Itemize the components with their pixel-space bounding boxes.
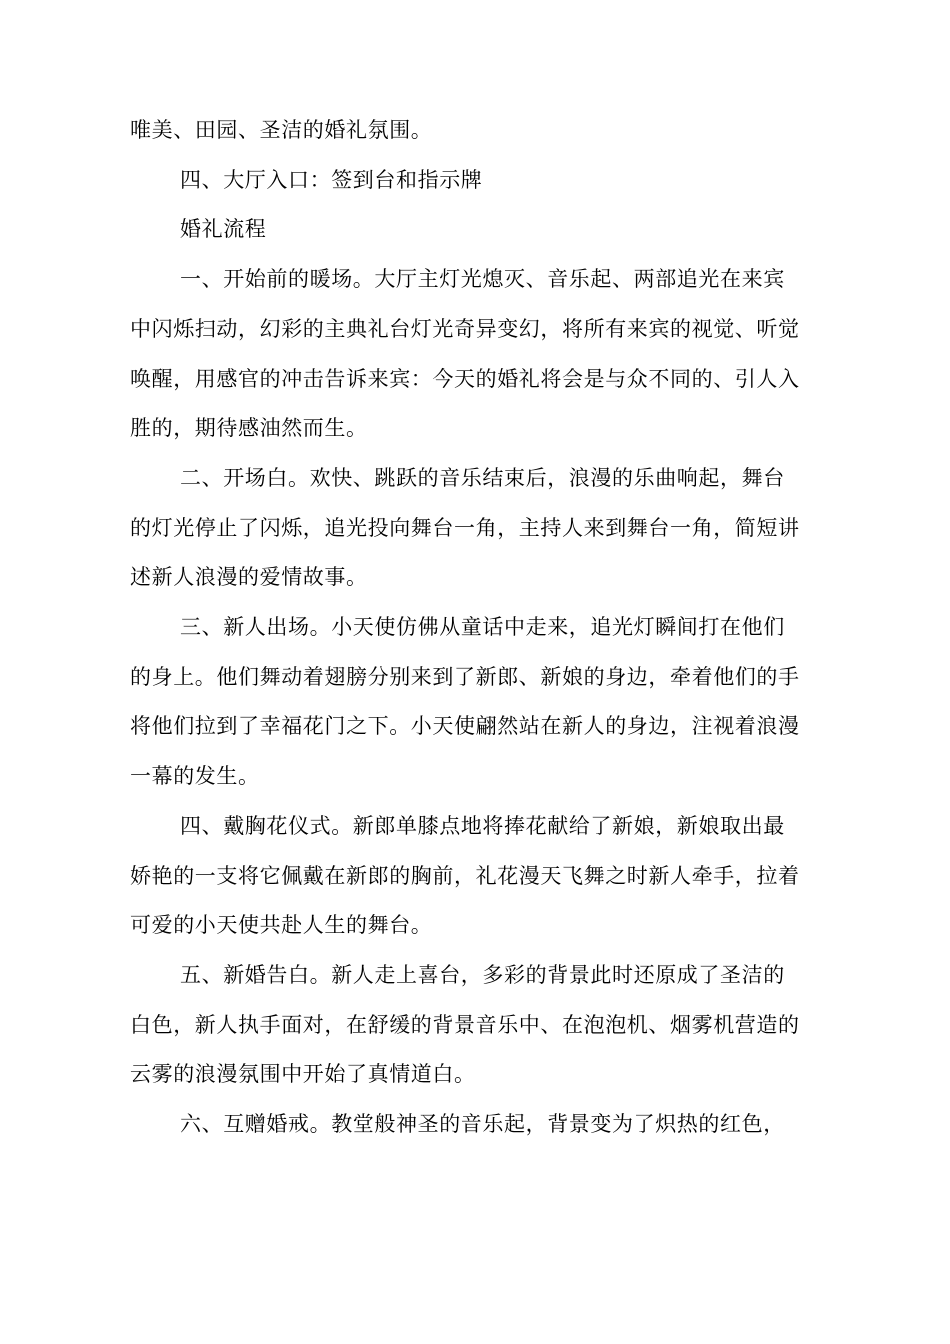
text-line: 五、新婚告白。新人走上喜台，多彩的背景此时还原成了圣洁的 [180, 963, 785, 987]
section-heading: 婚礼流程 [180, 217, 267, 241]
text-line: 白色，新人执手面对，在舒缓的背景音乐中、在泡泡机、烟雾机营造的 [130, 1013, 800, 1037]
text-line: 三、新人出场。小天使仿佛从童话中走来，追光灯瞬间打在他们 [180, 615, 785, 639]
text-line: 四、戴胸花仪式。新郎单膝点地将捧花献给了新娘，新娘取出最 [180, 814, 785, 838]
text-line: 的灯光停止了闪烁，追光投向舞台一角，主持人来到舞台一角，简短讲 [130, 516, 800, 540]
text-line: 云雾的浪漫氛围中开始了真情道白。 [130, 1062, 476, 1086]
text-line: 中闪烁扫动，幻彩的主典礼台灯光奇异变幻，将所有来宾的视觉、听觉 [130, 317, 800, 341]
text-line: 唤醒，用感官的冲击告诉来宾：今天的婚礼将会是与众不同的、引人入 [130, 367, 800, 391]
text-line: 述新人浪漫的爱情故事。 [130, 565, 368, 589]
text-line: 胜的，期待感油然而生。 [130, 416, 368, 440]
text-line: 可爱的小天使共赴人生的舞台。 [130, 913, 433, 937]
text-line: 六、互赠婚戒。教堂般神圣的音乐起，背景变为了炽热的红色， [180, 1112, 785, 1136]
text-line: 娇艳的一支将它佩戴在新郎的胸前，礼花漫天飞舞之时新人牵手，拉着 [130, 864, 800, 888]
text-line: 二、开场白。欢快、跳跃的音乐结束后，浪漫的乐曲响起，舞台 [180, 466, 785, 490]
section-heading: 四、大厅入口：签到台和指示牌 [180, 168, 483, 192]
text-line: 一幕的发生。 [130, 764, 260, 788]
text-line: 将他们拉到了幸福花门之下。小天使翩然站在新人的身边，注视着浪漫 [130, 714, 800, 738]
text-line: 的身上。他们舞动着翅膀分别来到了新郎、新娘的身边，牵着他们的手 [130, 665, 800, 689]
text-line: 一、开始前的暖场。大厅主灯光熄灭、音乐起、两部追光在来宾 [180, 267, 785, 291]
text-line: 唯美、田园、圣洁的婚礼氛围。 [130, 118, 433, 142]
